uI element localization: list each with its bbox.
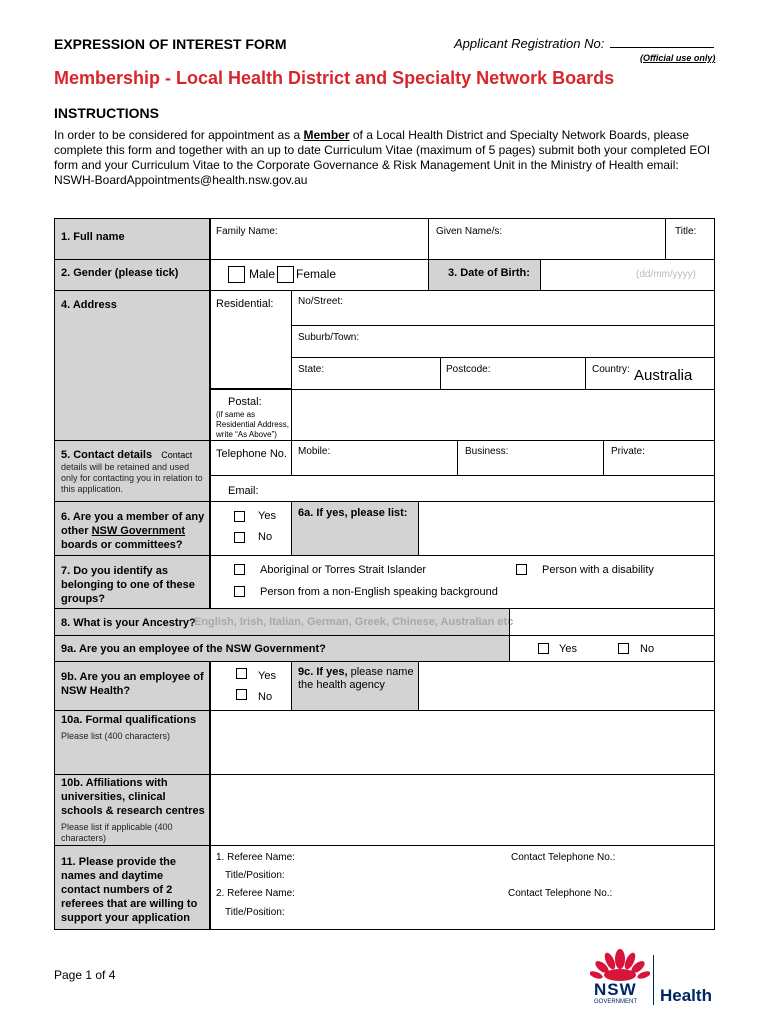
q6-no-label: No <box>258 531 273 543</box>
instructions-text <box>54 128 714 188</box>
title-label: Title: <box>675 226 697 237</box>
q7-nesb-label: Person from a non-English speaking background <box>260 586 498 598</box>
q7-aboriginal-label: Aboriginal or Torres Strait Islander <box>260 564 427 576</box>
q9a-yes-label: Yes <box>559 643 577 655</box>
q9a-label: 9a. Are you an employee of the NSW Government? <box>61 643 326 655</box>
form-title: EXPRESSION OF INTEREST FORM <box>54 36 287 52</box>
q7-nesb-checkbox[interactable] <box>234 586 245 597</box>
male-label: Male <box>249 267 276 281</box>
referee1-title-label: Title/Position: <box>225 870 285 881</box>
postal-field[interactable] <box>291 389 715 441</box>
q9b-no-checkbox[interactable] <box>236 689 247 700</box>
suburb-label: Suburb/Town: <box>298 332 360 343</box>
q9a-no-label: No <box>640 643 655 655</box>
q7-aboriginal-checkbox[interactable] <box>234 564 245 575</box>
country-label: Country: <box>592 364 630 375</box>
contact-label <box>61 448 192 462</box>
full-name-label: 1. Full name <box>61 231 125 243</box>
private-label: Private: <box>611 446 645 457</box>
q6-options-cell <box>210 501 292 556</box>
q6a-label: 6a. If yes, please list: <box>298 507 408 519</box>
q9c-label-bold: 9c. If yes, <box>298 666 348 678</box>
female-label: Female <box>296 267 337 281</box>
q9a-no-checkbox[interactable] <box>618 643 629 654</box>
state-label: State: <box>298 364 325 375</box>
telephone-label: Telephone No. <box>216 448 287 460</box>
email-label: Email: <box>228 485 259 497</box>
nsw-wordmark: NSW <box>594 980 637 999</box>
q6-no-checkbox[interactable] <box>234 532 245 543</box>
q7-label: 7. Do you identify as belonging to one of these groups? <box>61 565 195 605</box>
given-name-label: Given Name/s: <box>436 226 503 237</box>
dob-label: 3. Date of Birth: <box>448 267 530 279</box>
referee2-title-label: Title/Position: <box>225 907 285 918</box>
registration-label: Applicant Registration No: <box>454 36 605 51</box>
contact-note-inline: Contact <box>161 450 193 460</box>
q6-yes-label: Yes <box>258 510 276 522</box>
waratah-icon <box>590 945 650 983</box>
health-wordmark: Health <box>660 986 712 1005</box>
residential-label: Residential: <box>216 298 274 310</box>
q10a-field[interactable] <box>210 710 715 775</box>
postal-label: Postal: <box>228 396 262 408</box>
referee2-phone-label: Contact Telephone No.: <box>508 888 613 899</box>
q10a-label: 10a. Formal qualifications <box>61 714 197 726</box>
q9b-label: 9b. Are you an employee of NSW Health? <box>61 671 204 697</box>
address-label: 4. Address <box>61 299 117 311</box>
referee1-name-label: 1. Referee Name: <box>216 852 295 863</box>
q9b-yes-label: Yes <box>258 670 276 682</box>
country-value: Australia <box>634 367 693 384</box>
contact-note: details will be retained and used only for contacting you in relation to this application. <box>61 462 203 494</box>
q6-yes-checkbox[interactable] <box>234 511 245 522</box>
q7-disability-label: Person with a disability <box>542 564 654 576</box>
q11-label: 11. Please provide the names and daytime contact numbers of 2 referees that are willing to support your application <box>61 856 198 924</box>
instructions-text-part: of a Local Health District and Specialty Network Boards, please complete this form and together with an up to date Curriculum Vitae (maximum of 5 pages) submit both your completed EOI form and your Curriculum Vitae to the Corporate Governance & Risk Management Unit in the Ministry of Health email: NSWH-BoardAppointments@health.nsw.gov.au <box>54 128 711 187</box>
q6-label-underlined: NSW Government <box>91 525 186 537</box>
q10b-field[interactable] <box>210 774 715 846</box>
postcode-label: Postcode: <box>446 364 491 375</box>
q10a-note: Please list (400 characters) <box>61 731 171 741</box>
q8-hint: English, Irish, Italian, German, Greek, Chinese, Australian etc <box>194 616 514 628</box>
dob-hint: (dd/mm/yyyy) <box>636 269 696 280</box>
q10b-label: 10b. Affiliations with universities, clinical schools & research centres <box>61 777 205 817</box>
q6-label-part: 6. Are you a member of any other <box>61 511 205 537</box>
q10b-note: Please list if applicable (400 characters) <box>61 822 173 843</box>
street-field[interactable] <box>291 290 715 326</box>
nsw-health-logo <box>590 945 730 1007</box>
q7-disability-checkbox[interactable] <box>516 564 527 575</box>
business-label: Business: <box>465 446 509 457</box>
referee2-name-label: 2. Referee Name: <box>216 888 295 899</box>
postal-note: (if same as Residential Address, write “As Above”) <box>216 410 289 439</box>
family-name-label: Family Name: <box>216 226 278 237</box>
registration-field[interactable] <box>610 47 714 48</box>
q9a-yes-checkbox[interactable] <box>538 643 549 654</box>
q8-label: 8. What is your Ancestry? <box>61 617 196 629</box>
q9c-label <box>298 666 416 692</box>
q9b-yes-checkbox[interactable] <box>236 668 247 679</box>
gender-label: 2. Gender (please tick) <box>61 267 179 279</box>
male-checkbox[interactable] <box>228 266 245 283</box>
q6-label <box>61 510 209 552</box>
contact-label-text: 5. Contact details <box>61 449 153 461</box>
mobile-label: Mobile: <box>298 446 331 457</box>
q9b-no-label: No <box>258 691 273 703</box>
official-use-note: (Official use only) <box>640 53 716 63</box>
q6a-field[interactable] <box>418 501 715 556</box>
email-field[interactable] <box>210 475 715 502</box>
q6-label-part: boards or committees? <box>61 539 183 551</box>
referee1-phone-label: Contact Telephone No.: <box>511 852 616 863</box>
q9c-field[interactable] <box>418 661 715 711</box>
address-label-cell <box>54 290 210 441</box>
logo-divider <box>653 955 654 1005</box>
q8-field[interactable] <box>509 608 715 636</box>
q9c-label-rest: please name the health agency <box>298 666 414 691</box>
page-number: Page 1 of 4 <box>54 968 116 982</box>
q9b-options-cell <box>210 661 292 711</box>
instructions-heading: INSTRUCTIONS <box>54 105 159 121</box>
street-label: No/Street: <box>298 296 344 307</box>
female-checkbox[interactable] <box>277 266 294 283</box>
instructions-member-word: Member <box>303 128 350 142</box>
instructions-text-part: In order to be considered for appointment as a <box>54 128 304 142</box>
page-title: Membership - Local Health District and Specialty Network Boards <box>54 68 615 88</box>
government-wordmark: GOVERNMENT <box>594 999 638 1005</box>
